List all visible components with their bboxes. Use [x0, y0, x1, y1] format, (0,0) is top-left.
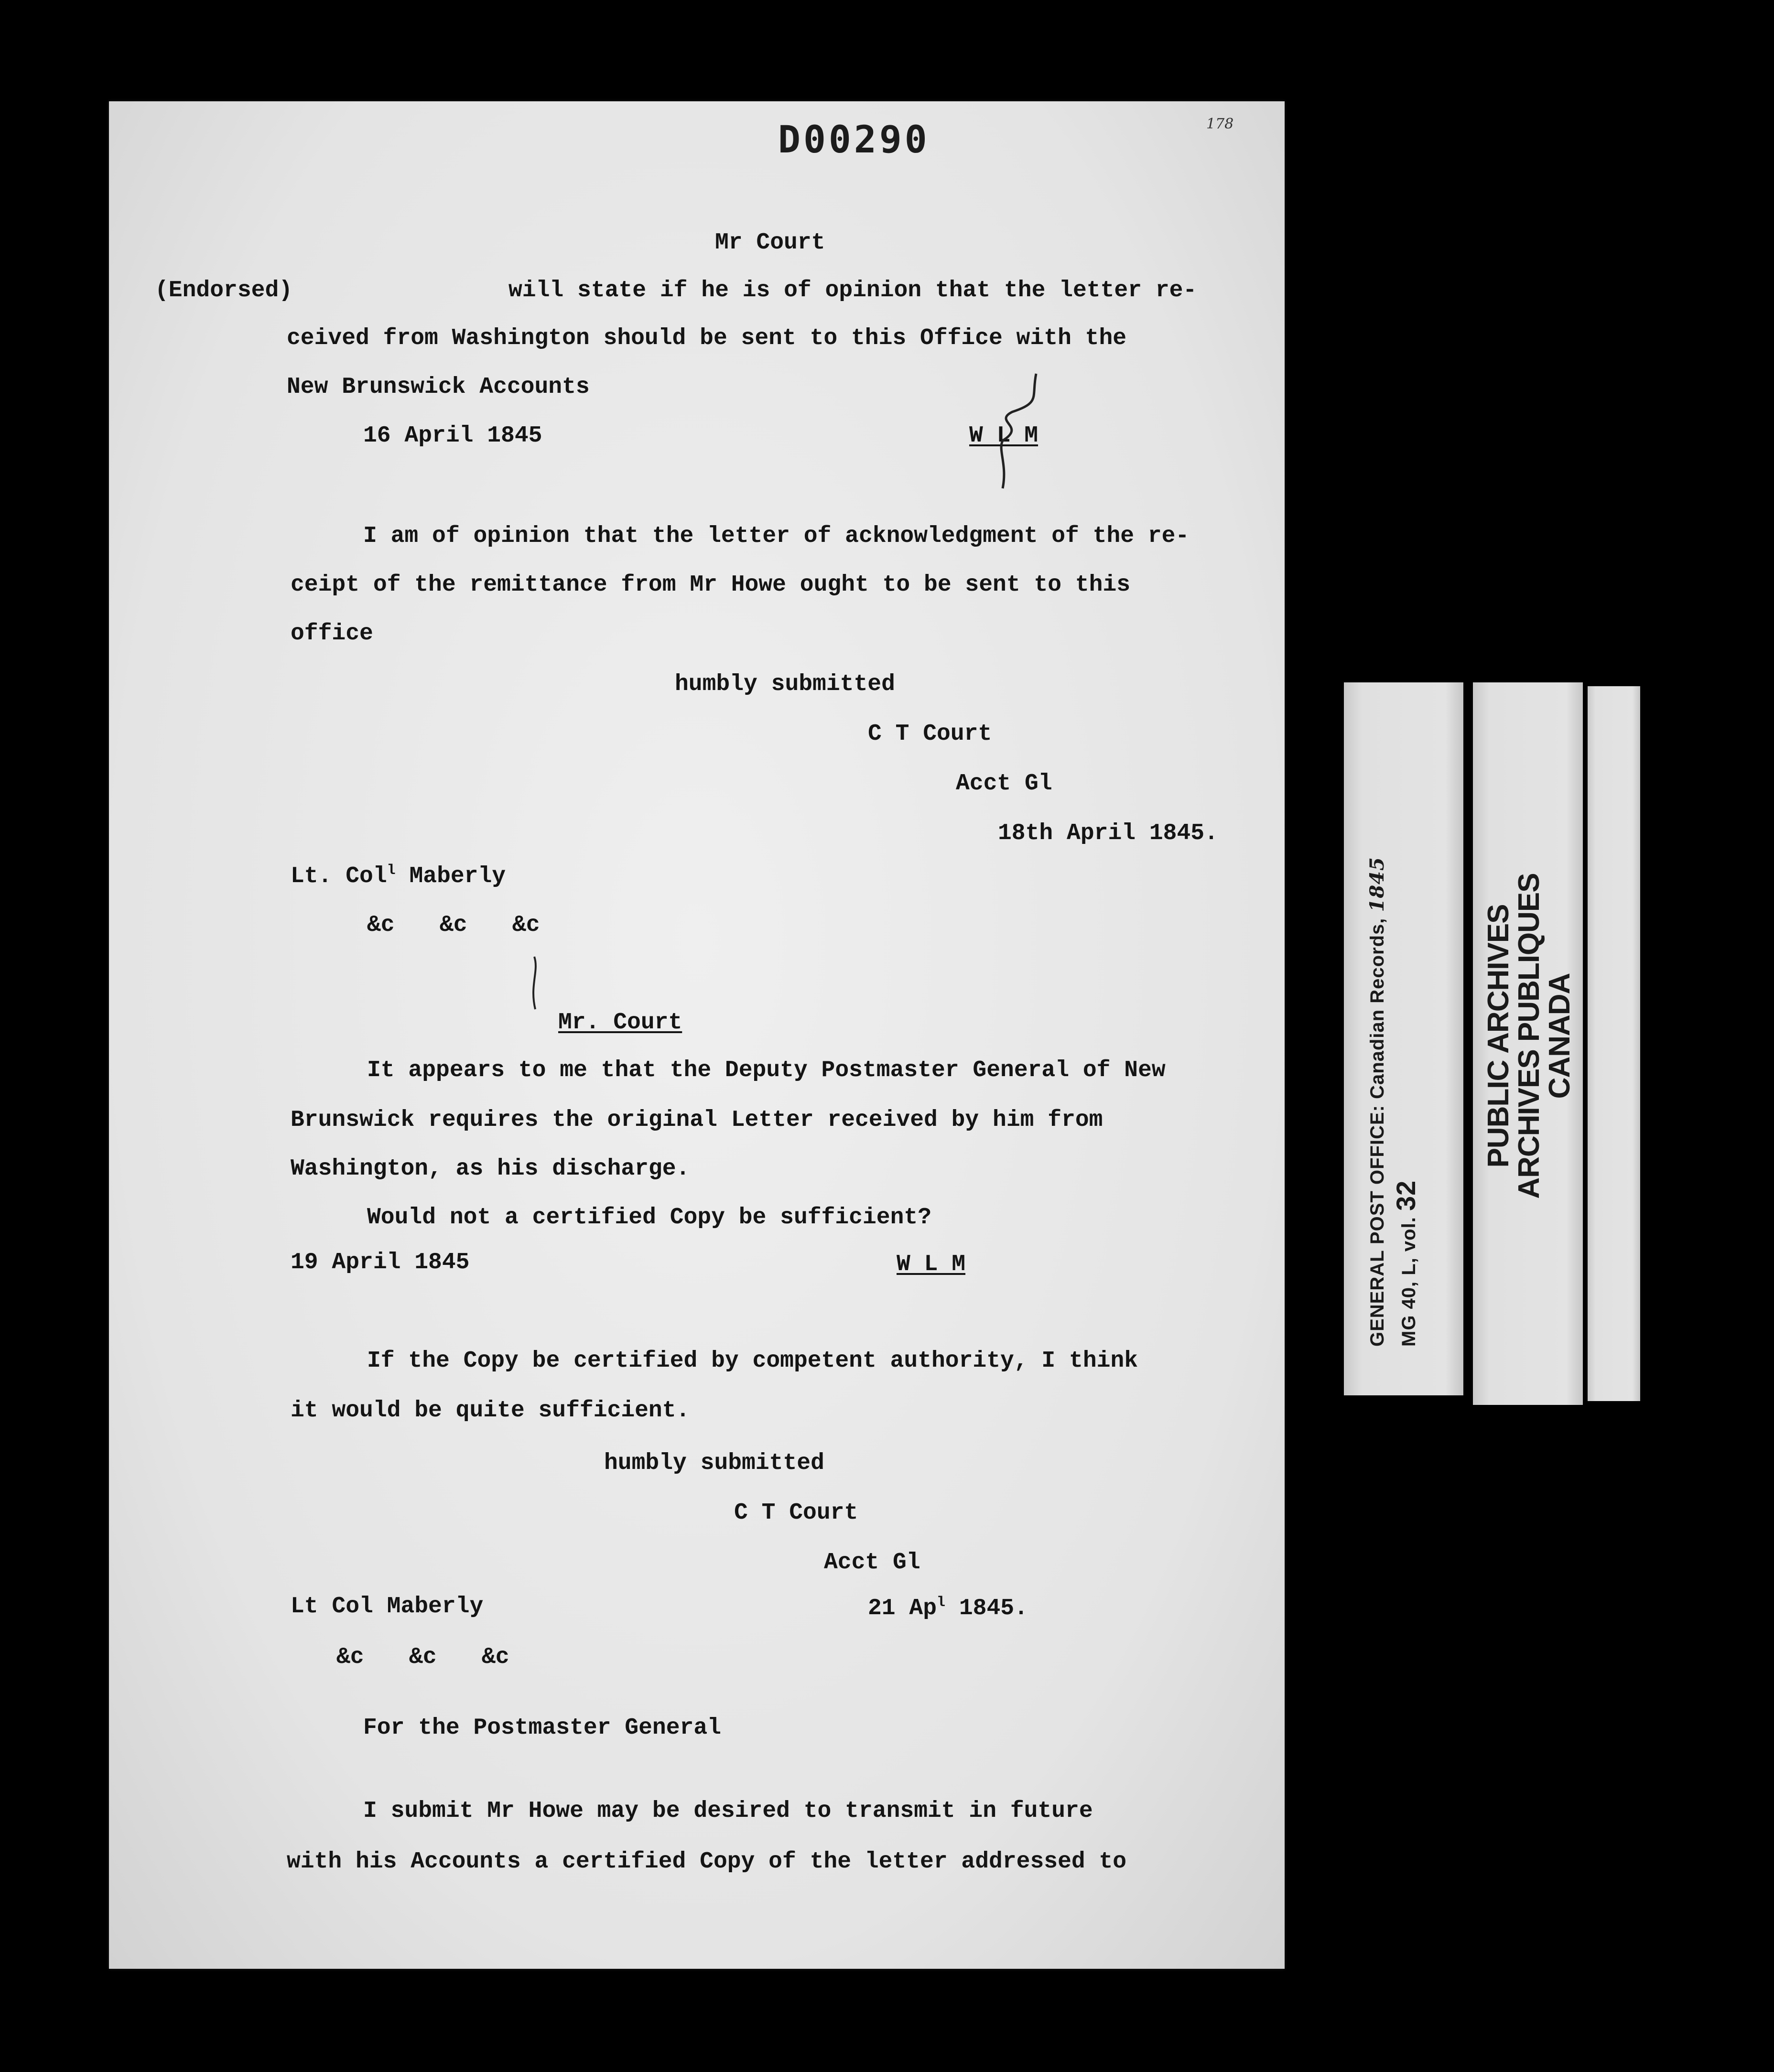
reply2-etc-1: &c: [336, 1644, 364, 1670]
endorsed-label: (Endorsed): [155, 278, 293, 303]
memo3-heading: For the Postmaster General: [363, 1715, 721, 1741]
reply2-title: Acct Gl: [824, 1550, 920, 1576]
memo1-initials: W L M: [969, 423, 1038, 449]
reply1-line1: I am of opinion that the letter of acknowledgment of the re-: [363, 523, 1190, 549]
memo2-line1: It appears to me that the Deputy Postmaster General of New: [367, 1058, 1166, 1083]
memo2-line4: Would not a certified Copy be sufficient?: [367, 1205, 931, 1230]
reply1-recipient: Lt. Col$^l$ Maberly: [291, 863, 506, 889]
record-volume-line: MG 40, L, vol. 32: [1391, 1180, 1421, 1347]
institution-line-3: CANADA: [1543, 973, 1576, 1099]
document-page: [109, 101, 1285, 1969]
reply1-date: 18th April 1845.: [998, 820, 1218, 846]
margin-mark: [520, 952, 549, 1019]
folio-number: 178: [1206, 116, 1234, 132]
reply2-etc-3: &c: [482, 1644, 509, 1670]
initials-flourish: [984, 369, 1050, 493]
memo3-line2: with his Accounts a certified Copy of the letter addressed to: [287, 1849, 1127, 1875]
reply2-signature: C T Court: [734, 1500, 858, 1526]
reply1-etc-2: &c: [440, 912, 467, 938]
reply1-etc-3: &c: [512, 912, 540, 938]
reply2-etc-2: &c: [409, 1644, 437, 1670]
memo2-date: 19 April 1845: [291, 1250, 470, 1275]
institution-line-1: PUBLIC ARCHIVES: [1482, 904, 1515, 1168]
memo2-line2: Brunswick requires the original Letter received by him from: [291, 1107, 1103, 1133]
memo3-line1: I submit Mr Howe may be desired to transmit in future: [363, 1798, 1093, 1824]
reply1-etc-1: &c: [367, 912, 395, 938]
memo2-line3: Washington, as his discharge.: [291, 1156, 690, 1182]
reply2-date: 21 Ap$^l$ 1845.: [868, 1595, 1028, 1621]
document-stamp: D00290: [778, 119, 930, 162]
archive-slip-institution: [1473, 682, 1583, 1405]
reply1-line2: ceipt of the remittance from Mr Howe ought to be sent to this: [291, 572, 1131, 598]
memo1-line1: will state if he is of opinion that the letter re-: [508, 278, 1197, 303]
memo1-date: 16 April 1845: [363, 423, 542, 449]
record-series-line: GENERAL POST OFFICE: Canadian Records, 1845: [1366, 857, 1388, 1347]
memo1-line3: New Brunswick Accounts: [287, 374, 590, 400]
reply2-recipient: Lt Col Maberly: [291, 1594, 484, 1619]
reply2-line1: If the Copy be certified by competent authority, I think: [367, 1348, 1138, 1374]
archive-slip-record: [1344, 682, 1463, 1395]
memo1-line2: ceived from Washington should be sent to this Office with the: [287, 325, 1127, 351]
memo2-initials: W L M: [897, 1252, 966, 1277]
institution-line-2: ARCHIVES PUBLIQUES: [1513, 873, 1546, 1199]
institution-name: [1483, 845, 1575, 1227]
memo2-addressee: Mr. Court: [558, 1010, 682, 1036]
archive-slip-record-text: [1363, 857, 1423, 1347]
reply1-submitted: humbly submitted: [675, 671, 895, 697]
reply1-signature: C T Court: [868, 721, 992, 747]
reply1-line3: office: [291, 621, 373, 647]
archive-slip-blank: [1588, 686, 1640, 1401]
memo1-addressee: Mr Court: [715, 230, 825, 256]
reply2-line2: it would be quite sufficient.: [291, 1398, 690, 1424]
reply2-submitted: humbly submitted: [604, 1450, 824, 1476]
reply1-title: Acct Gl: [956, 771, 1052, 797]
